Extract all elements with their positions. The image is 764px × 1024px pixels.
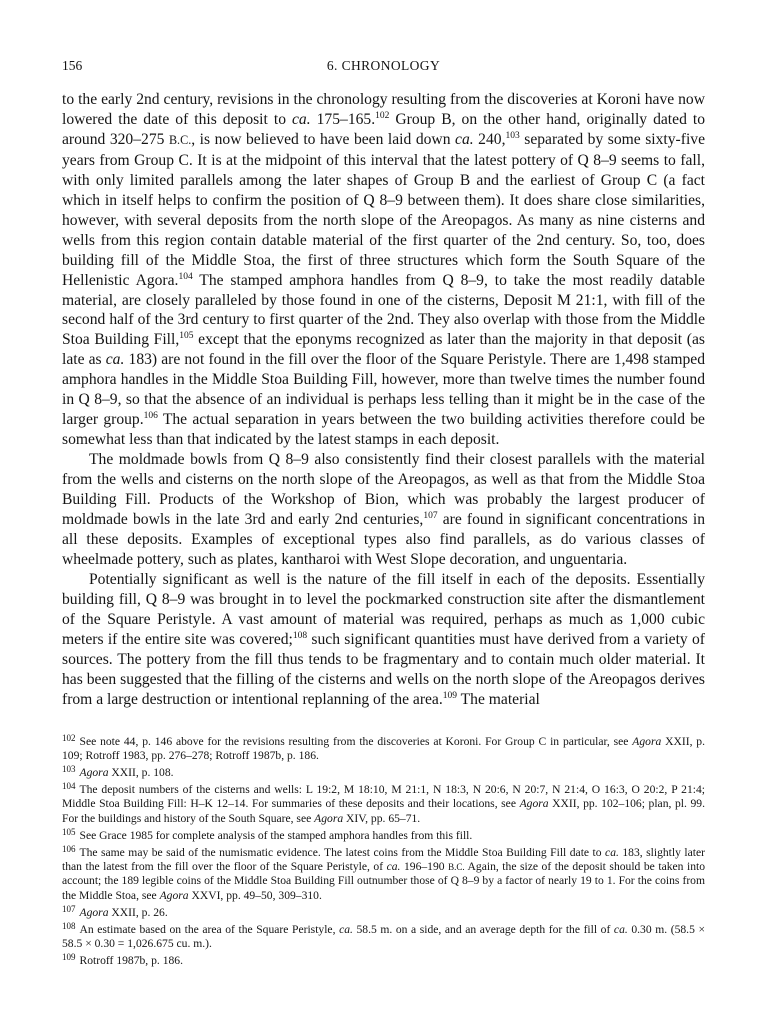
footnotes xyxy=(62,732,706,969)
italic-text: Agora xyxy=(314,811,344,825)
book-page xyxy=(62,58,705,972)
footnote-number: 107 xyxy=(62,903,76,914)
footnote: $^{102}$ See note 44, p. 146 above for the revisions resulting from the discoveries at Koroni. For Group C in particular, see Agora XXII, p. 109; Rotroff 1983, pp. 276–278; Rotroff 1987b, p. 186. xyxy=(62,732,706,762)
italic-text: Agora xyxy=(632,734,662,748)
footnote: $^{107}$ Agora XXII, p. 26. xyxy=(62,903,168,919)
footnote-number: 104 xyxy=(62,781,76,792)
italic-text: Agora xyxy=(79,765,109,779)
footnote: $^{103}$ Agora XXII, p. 108. xyxy=(62,763,174,779)
footnote-ref: 108 xyxy=(292,630,308,641)
footnote-number: 108 xyxy=(62,920,76,931)
italic-text: ca. xyxy=(339,922,353,936)
footnote-ref: 109 xyxy=(442,690,458,701)
footnote: $^{108}$ An estimate based on the area of the Square Peristyle, ca. 58.5 m. on a side, and an average depth for the fill of ca. 0.30 m. (58.5 × 58.5 × 0.30 = 1,026.675 cu. m.). xyxy=(62,920,705,951)
italic-text: ca. xyxy=(613,922,628,936)
small-caps-text: B.C. xyxy=(168,132,192,147)
running-header xyxy=(62,58,705,82)
footnote: $^{106}$ The same may be said of the numismatic evidence. The latest coins from the Middle Stoa Building Fill date to ca. 183, slightly later than the latest from the fill over the floor of the Square Peristyle, of ca. 196–190 B.C. Again, the size of the deposit should be taken into account; the 189 legible coins of the Middle Stoa Building Fill outnumber those of Q 8–9 by a factor of nearly 19 to 1. For the coins from the Middle Stoa, see Agora XXVI, pp. 49–50, 309–310. xyxy=(62,843,706,902)
italic-text: Agora xyxy=(519,797,549,811)
footnote-ref: 104 xyxy=(178,271,193,282)
chapter-title: 6. CHRONOLOGY xyxy=(326,58,441,73)
footnote-ref: 107 xyxy=(423,511,438,522)
body-paragraph: The moldmade bowls from Q 8–9 also consistently find their closest parallels with the material from the wells and cisterns on the north slope of the Areopagos, as well as that from the Middle Stoa Building Fill. Products of the Workshop of Bion, which was probably the largest producer of moldmade bowls in the late 3rd and early 2nd centuries,$^{107}$ are found in significant concentrations in all these deposits. Examples of exceptional types also find parallels, as do various classes of wheelmade pottery, such as plates, kantharoi with West Slope decoration, and unguentaria. xyxy=(62,451,705,568)
body-paragraph: to the early 2nd century, revisions in the chronology resulting from the discoveries at Koroni have now lowered the date of this deposit to ca. 175–165.$^{102}$ Group B, on the other hand, originally dated to around 320–275 B.C., is now believed to have been laid down ca. 240,$^{103}$ separated by some sixty-five years from Group C. It is at the midpoint of this interval that the latest pottery of Q 8–9 seems to fall, with only limited parallels among the later shapes of Group B and the earliest of Group C (a fact which in itself helps to confirm the position of Q 8–9 between them). It does share close similarities, however, with several deposits from the north slope of the Areopagos. As many as nine cisterns and wells from this region contain datable material of the first quarter of the 2nd century. So, too, does building fill of the Middle Stoa, the first of three structures which form the South Square of the Hellenistic Agora.$^{104}$ The stamped amphora handles from Q 8–9, to take the most readily datable material, are closely paralleled by those found in one of the cisterns, Deposit M 21:1, with fill of the second half of the 3rd century to first quarter of the 2nd. They also overlap with those from the Middle Stoa Building Fill,$^{105}$ except that the eponyms recognized as later than the majority in that deposit (as late as ca. 183) are not found in the fill over the floor of the Square Peristyle. There are 1,498 stamped amphora handles in the Middle Stoa Building Fill, however, more than twelve times the number found in Q 8–9, so that the absence of an individual is perhaps less telling than it might be in the case of the larger group.$^{106}$ The actual separation in years between the two building activities therefore could be somewhat less than that indicated by the latest stamps in each deposit. xyxy=(62,91,706,449)
italic-text: Agora xyxy=(159,888,189,902)
footnote-number: 102 xyxy=(62,732,76,743)
footnote-ref: 106 xyxy=(143,411,158,422)
footnote: $^{109}$ Rotroff 1987b, p. 186. xyxy=(62,952,183,968)
small-caps-text: B.C. xyxy=(448,862,465,873)
body-paragraph: Potentially significant as well is the nature of the fill itself in each of the deposits. Essentially building fill, Q 8–9 was brought in to level the pockmarked construction site after the dismantlement of the Square Peristyle. A vast amount of material was required, perhaps as much as 1,000 cubic meters if the entire site was covered;$^{108}$ such significant quantities must have derived from a variety of sources. The pottery from the fill thus tends to be fragmentary and to contain much older material. It has been suggested that the filling of the cisterns and wells on the north slope of the Areopagos derives from a large destruction or intentional replanning of the area.$^{109}$ The material xyxy=(62,570,705,708)
footnote: $^{105}$ See Grace 1985 for complete analysis of the stamped amphora handles from this fill. xyxy=(62,826,473,842)
italic-text: ca. xyxy=(105,351,125,369)
footnote-ref: 102 xyxy=(375,110,390,121)
page-number: 156 xyxy=(62,58,83,73)
italic-text: ca. xyxy=(605,845,619,859)
italic-text: ca. xyxy=(455,130,474,148)
italic-text: ca. xyxy=(292,110,311,128)
main-text xyxy=(62,90,705,710)
footnote-number: 109 xyxy=(62,952,76,963)
footnote: $^{104}$ The deposit numbers of the cisterns and wells: L 19:2, M 18:10, M 21:1, N 18:3, N 20:6, N 20:7, N 21:4, O 16:3, O 20:2, P 21:4; Middle Stoa Building Fill: H–K 12–14. For summaries of these deposits and their locations, see Agora XXII, pp. 102–106; plan, pl. 99. For the buildings and history of the South Square, see Agora XIV, pp. 65–71. xyxy=(62,781,705,825)
italic-text: ca. xyxy=(386,860,401,874)
footnote-ref: 103 xyxy=(505,130,520,141)
footnote-number: 103 xyxy=(62,763,76,774)
footnote-number: 105 xyxy=(62,826,76,837)
footnote-ref: 105 xyxy=(179,331,194,342)
footnote-number: 106 xyxy=(62,843,76,854)
italic-text: Agora xyxy=(79,905,109,919)
